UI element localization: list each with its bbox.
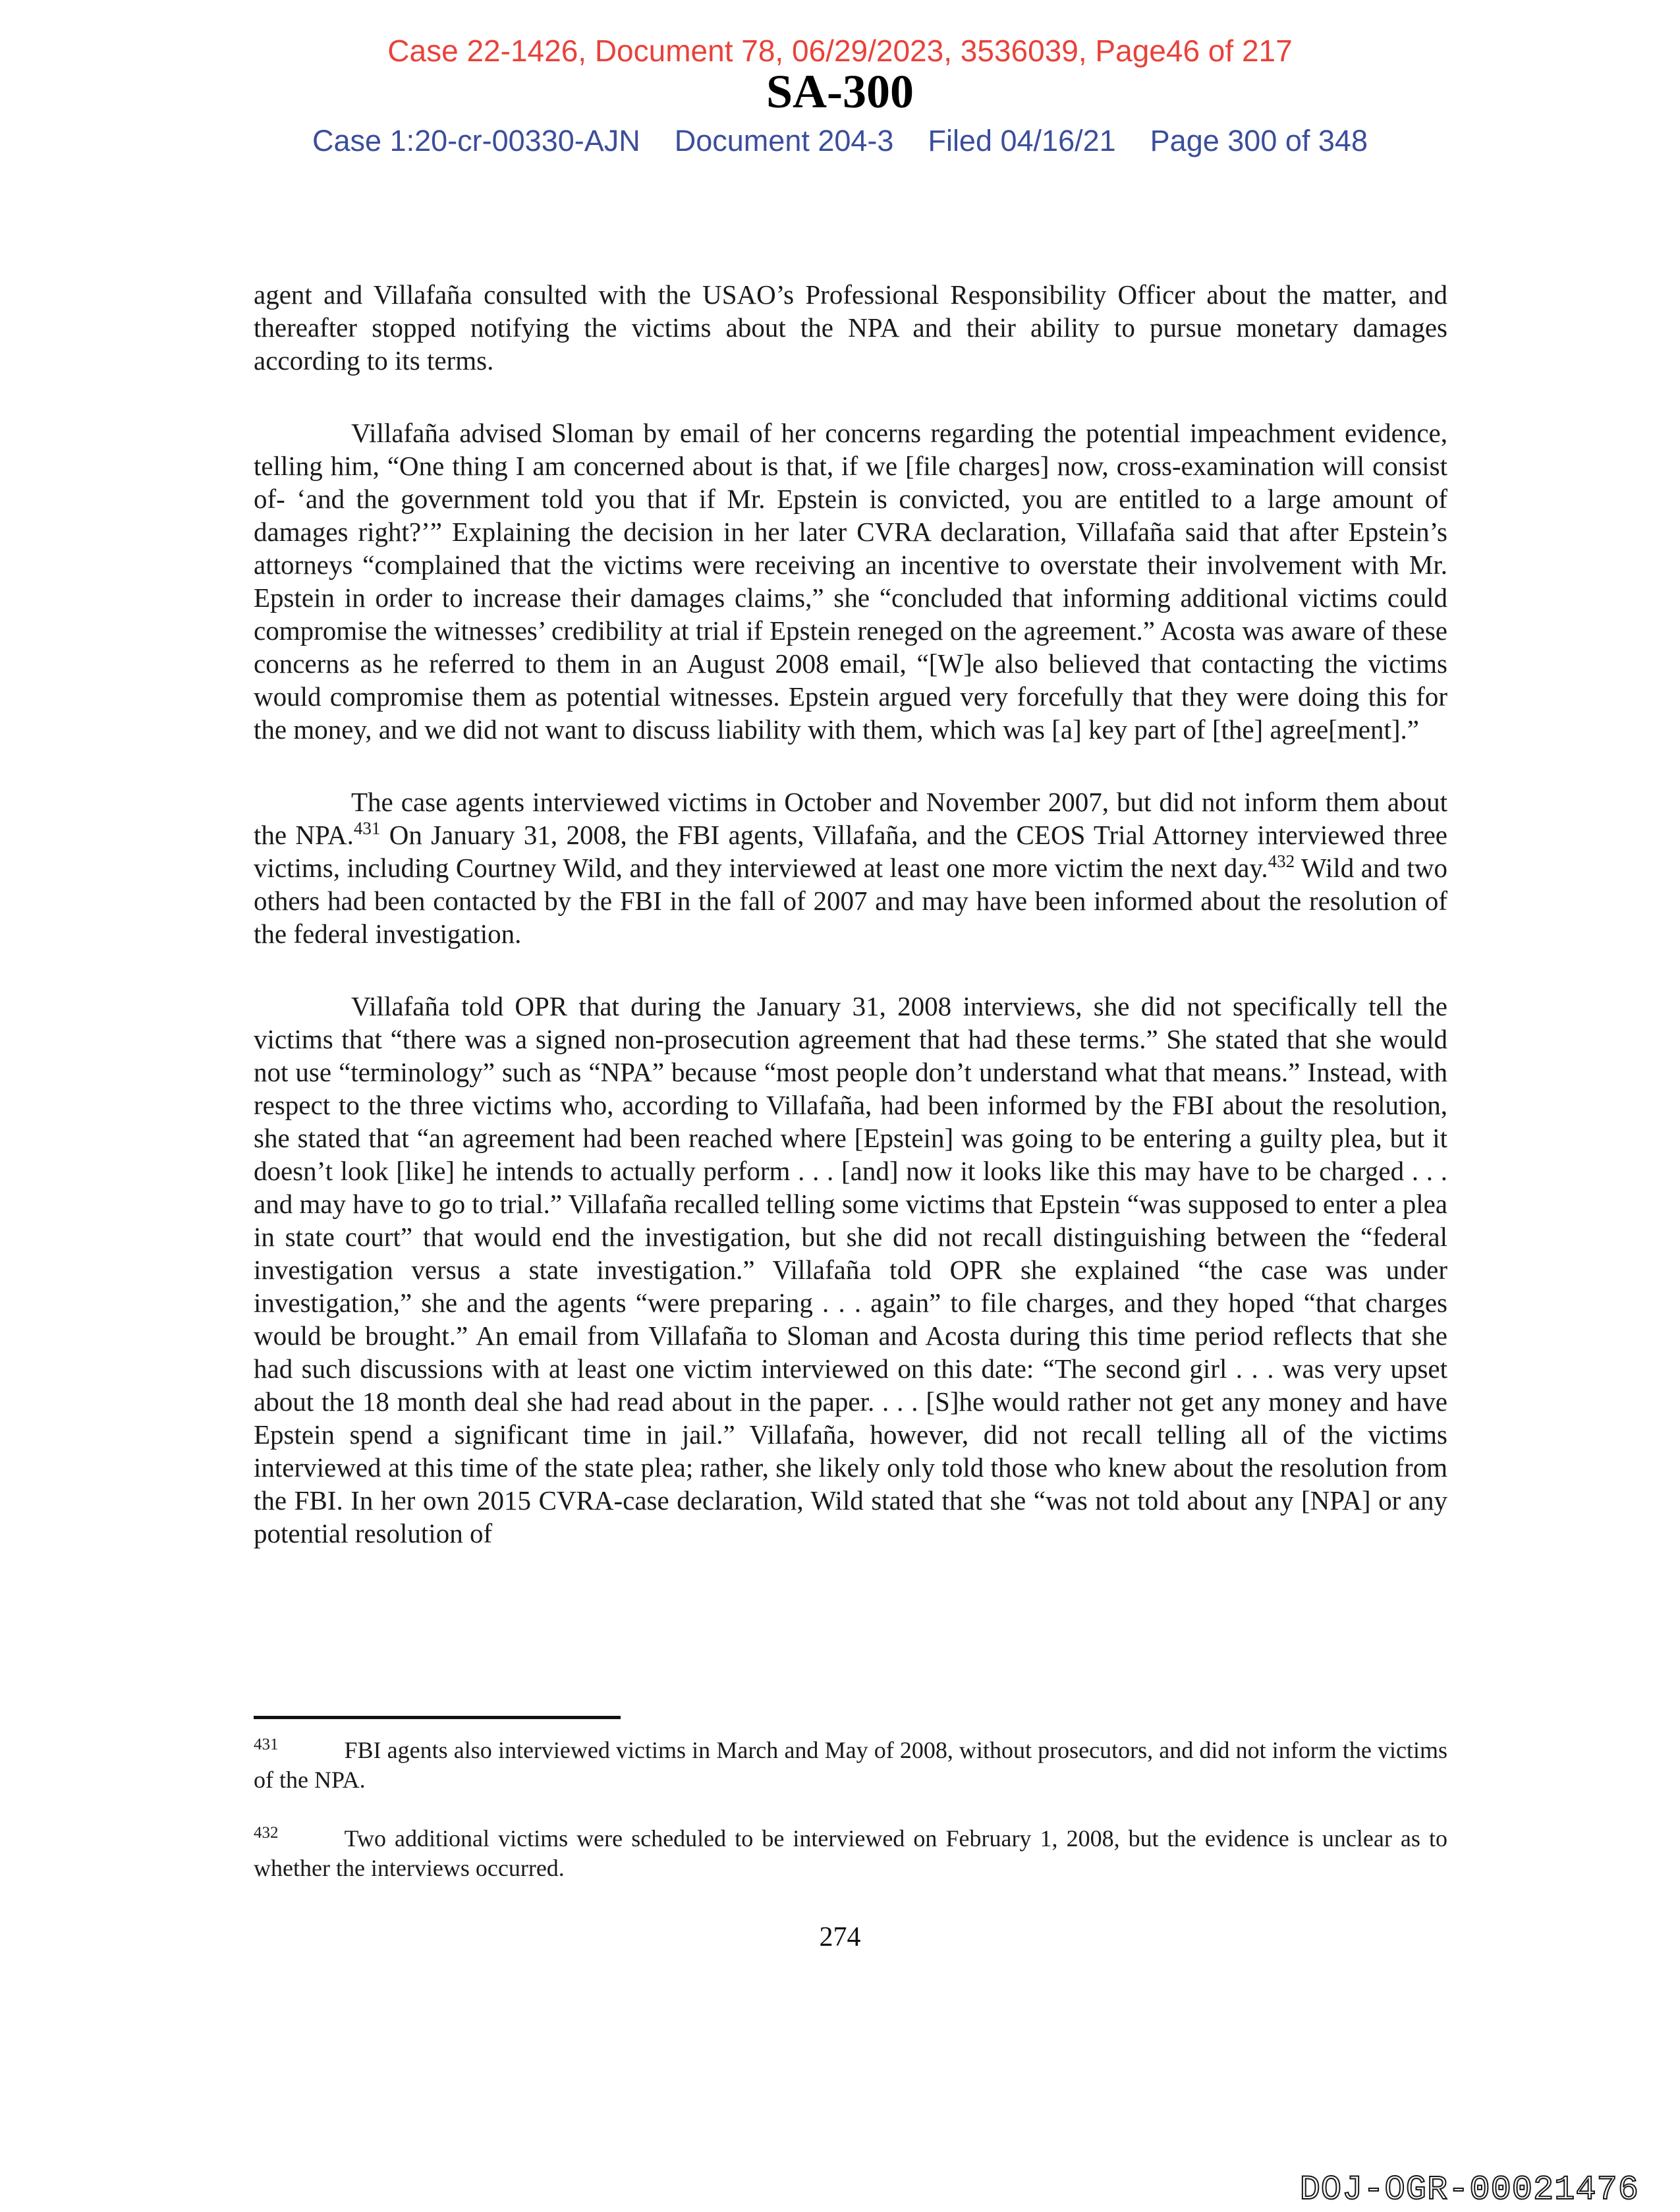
district-case-number: Case 1:20-cr-00330-AJN	[312, 124, 640, 157]
body-paragraph: Villafaña told OPR that during the January 31, 2008 interviews, she did not specifically tell the victims that “there was a signed non-prosecution agreement that had these terms.” She stated that she would not use “terminology” such as “NPA” because “most people don’t understand what that means.” Instead, with respect to the three victims who, according to Villafaña, had been informed by the FBI about the resolution, she stated that “an agreement had been reached where [Epstein] was going to be entering a guilty plea, but it doesn’t look [like] he intends to actually perform . . . [and] now it looks like this may have to be charged . . . and may have to go to trial.” Villafaña recalled telling some victims that Epstein “was supposed to enter a plea in state court” that would end the investigation, but she did not recall distinguishing between the “federal investigation versus a state investigation.” Villafaña told OPR she explained “the case was under investigation,” she and the agents “were preparing . . . again” to file charges, and they hoped “that charges would be brought.” An email from Villafaña to Sloman and Acosta during this time period reflects that she had such discussions with at least one victim interviewed on this date: “The second girl . . . was very upset about the 18 month deal she had read about in the paper. . . . [S]he would rather not get any money and have Epstein spend a significant time in jail.” Villafaña, however, did not recall telling all of the victims interviewed at this time of the state plea; rather, she likely only told those who knew about the resolution from the FBI. In her own 2015 CVRA-case declaration, Wild stated that she “was not told about any [NPA] or any potential resolution of	[254, 991, 1447, 1548]
district-document-number: Document 204-3	[674, 124, 894, 157]
footnote-item: $^{432}$ Two additional victims were scheduled to be interviewed on February 1, 2008, but the evidence is unclear as to whether the interviews occurred.	[254, 1824, 1447, 1881]
footnote-item: $^{431}$ FBI agents also interviewed victims in March and May of 2008, without prosecutors, and did not inform the victims of the NPA.	[254, 1736, 1447, 1793]
district-case-header	[0, 124, 1680, 158]
district-filed-date: Filed 04/16/21	[928, 124, 1116, 157]
footnotes	[254, 1736, 1447, 1912]
footnote-separator	[254, 1716, 621, 1719]
appellate-case-header: Case 22-1426, Document 78, 06/29/2023, 3536039, Page46 of 217	[387, 34, 1293, 68]
body-paragraph: Villafaña advised Sloman by email of her concerns regarding the potential impeachment evidence, telling him, “One thing I am concerned about is that, if we [file charges] now, cross-examination will consist of- ‘and the government told you that if Mr. Epstein is convicted, you are entitled to a large amount of damages right?’” Explaining the decision in her later CVRA declaration, Villafaña said that after Epstein’s attorneys “complained that the victims were receiving an incentive to overstate their involvement with Mr. Epstein in order to increase their damages claims,” she “concluded that informing additional victims could compromise the witnesses’ credibility at trial if Epstein reneged on the agreement.” Acosta was aware of these concerns as he referred to them in an August 2008 email, “[W]e also believed that contacting the victims would compromise them as potential witnesses. Epstein argued very forcefully that they were doing this for the money, and we did not want to discuss liability with them, which was [a] key part of [the] agree[ment].”	[254, 418, 1447, 745]
bates-number: DOJ-OGR-00021476	[1299, 2170, 1639, 2209]
body-paragraph: The case agents interviewed victims in October and November 2007, but did not inform them about the NPA.$^{431}$ On January 31, 2008, the FBI agents, Villafaña, and the CEOS Trial Attorney interviewed three victims, including Courtney Wild, and they interviewed at least one more victim the next day.$^{432}$ Wild and two others had been contacted by the FBI in the fall of 2007 and may have been informed about the resolution of the federal investigation.	[254, 787, 1448, 949]
footnote-number: 431	[254, 1736, 279, 1753]
page-number: 274	[819, 1922, 861, 1952]
district-page-number: Page 300 of 348	[1150, 124, 1368, 157]
footnote-number: 432	[254, 1824, 279, 1842]
supplemental-appendix-number: SA-300	[766, 65, 914, 118]
body-text	[254, 278, 1447, 1589]
footnote-reference: 431	[353, 818, 381, 838]
body-paragraph: agent and Villafaña consulted with the USAO’s Professional Responsibility Officer about the matter, and thereafter stopped notifying the victims about the NPA and their ability to pursue monetary damages according to its terms.	[254, 279, 1447, 376]
footnote-reference: 432	[1268, 851, 1295, 871]
